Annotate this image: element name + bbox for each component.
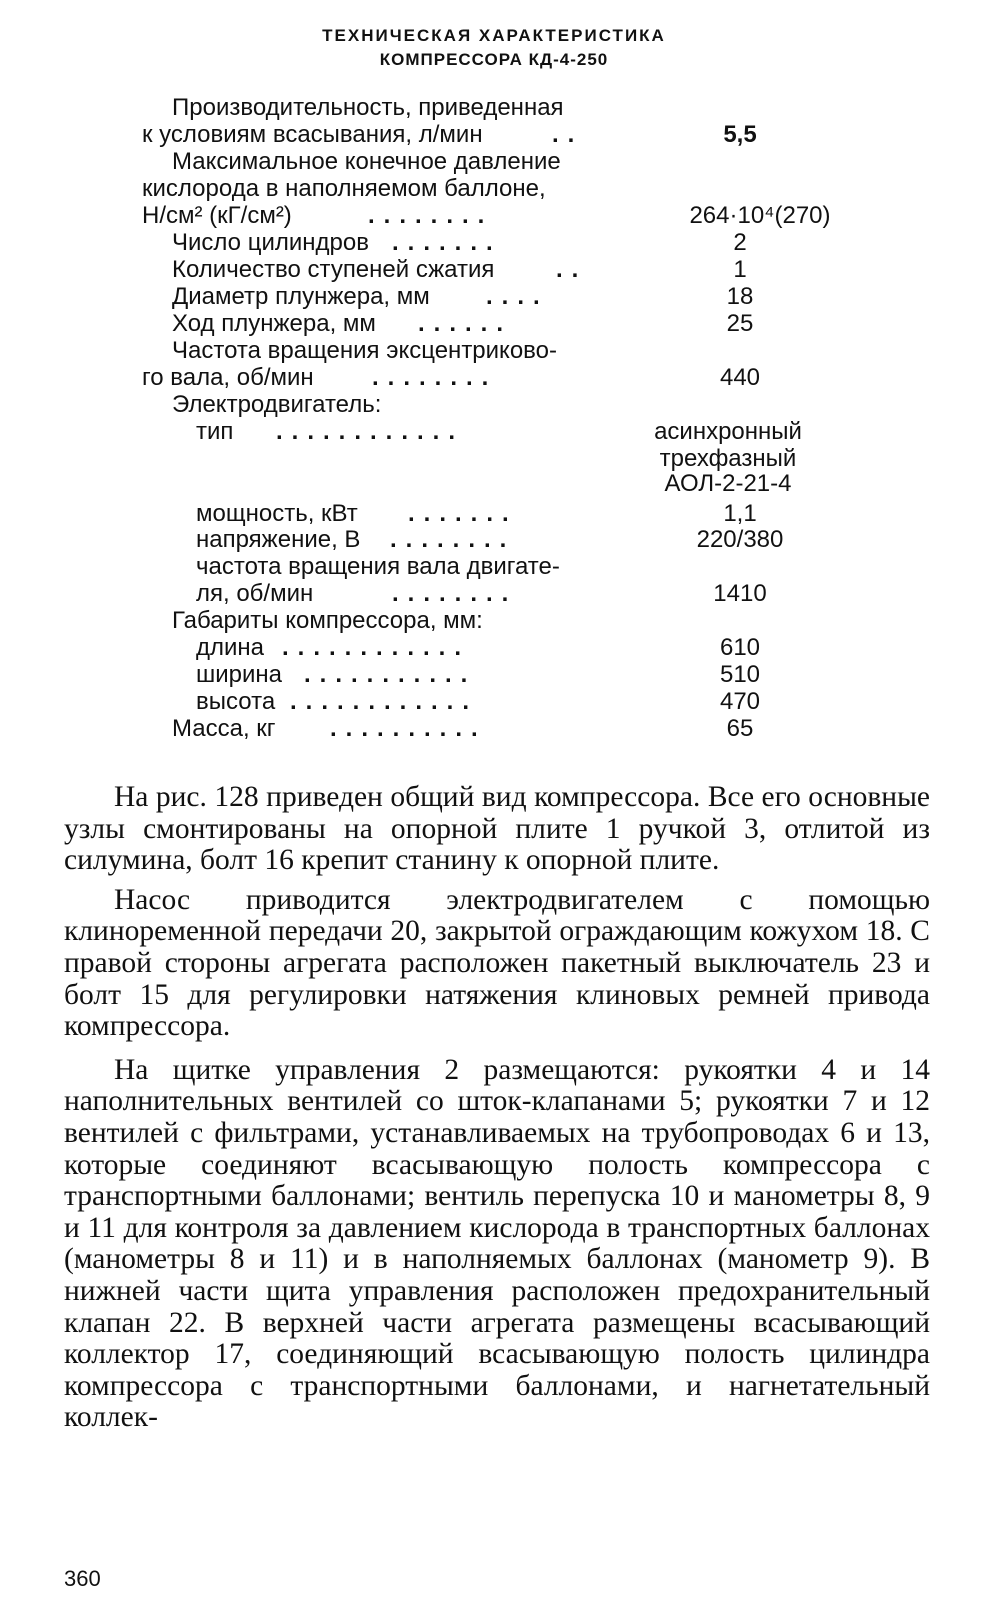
paragraph: Насос приводится электродвигателем с помощью клиноременной передачи 20, закрытой ограждающим кожухом 18. С правой стороны агрегата расположен пакетный выключатель 23 и болт 15 для регулировки натяжения клиновых ремней привода компрессора. — [64, 883, 930, 1043]
spec-title-line2: КОМПРЕССОРА КД-4-250 — [379, 50, 609, 69]
leader-dots: ........ — [392, 580, 518, 607]
spec-value: 220/380 — [696, 526, 784, 553]
leader-dots: ........ — [372, 364, 498, 391]
spec-value: 25 — [726, 310, 754, 337]
spec-value: 510 — [719, 661, 761, 688]
spec-label: Частота вращения эксцентриково- — [172, 337, 557, 364]
spec-value: 440 — [719, 364, 761, 391]
spec-value: 5,5 — [723, 121, 757, 148]
spec-label: ля, об/мин — [196, 580, 314, 607]
leader-dots: ........ — [390, 526, 516, 553]
spec-value: 18 — [726, 283, 754, 310]
spec-value: трехфазный — [659, 445, 797, 472]
spec-value: 2 — [733, 229, 747, 256]
spec-label: Производительность, приведенная — [172, 94, 564, 121]
spec-value: АОЛ-2-21-4 — [664, 470, 792, 497]
spec-label: длина — [196, 634, 265, 661]
spec-label: Диаметр плунжера, мм — [172, 283, 430, 310]
spec-label: Максимальное конечное давление — [172, 148, 561, 175]
spec-label: Число цилиндров — [172, 229, 369, 256]
spec-value: 264·10⁴(270) — [689, 202, 831, 229]
paragraph: На щитке управления 2 размещаются: рукоятки 4 и 14 наполнительных вентилей со шток-клапанами 5; рукоятки 7 и 12 вентилей с фильтрами, устанавливаемых на трубопроводах 6 и 13, которые соединяют всасывающую полость компрессора с транспортными баллонами; вентиль перепуска 10 и манометры 8, 9 и 11 для контроля за давлением кислорода в транспортных баллонах (манометры 8 и 11) и в наполняемых баллонах (манометр 9). В нижней части щита управления расположен предохранительный клапан 22. В верхней части агрегата размещены всасывающий коллектор 17, соединяющий всасывающую полость цилиндра компрессора с транспортными баллонами, и нагнетательный коллек- — [64, 1053, 930, 1434]
spec-label: Ход плунжера, мм — [172, 310, 376, 337]
leader-dots: .......... — [330, 715, 487, 742]
spec-label: частота вращения вала двигате- — [196, 553, 560, 580]
leader-dots: .... — [486, 283, 549, 310]
paragraph: На рис. 128 приведен общий вид компрессора. Все его основные узлы смонтированы на опорной плите 1 ручкой 3, отлитой из силумина, болт 16 крепит станину к опорной плите. — [64, 781, 930, 877]
spec-label: ширина — [196, 661, 283, 688]
spec-label: мощность, кВт — [196, 500, 358, 527]
leader-dots: ....... — [408, 500, 518, 527]
spec-value: 610 — [719, 634, 761, 661]
leader-dots: ............ — [282, 634, 471, 661]
leader-dots: ............ — [276, 418, 465, 445]
spec-value: 1,1 — [723, 500, 757, 527]
leader-dots: ...... — [418, 310, 513, 337]
leader-dots: .. — [556, 256, 588, 283]
leader-dots: .. — [552, 121, 584, 148]
spec-label: к условиям всасывания, л/мин — [142, 121, 483, 148]
body-text — [64, 782, 930, 1446]
leader-dots: ............ — [290, 688, 479, 715]
spec-label: Н/см² (кГ/см²) — [142, 202, 292, 229]
spec-value: 65 — [726, 715, 754, 742]
spec-label: высота — [196, 688, 276, 715]
spec-label: кислорода в наполняемом баллоне, — [142, 175, 546, 202]
spec-section-heading: Габариты компрессора, мм: — [172, 607, 483, 634]
spec-title-line1: ТЕХНИЧЕСКАЯ ХАРАКТЕРИСТИКА — [322, 26, 666, 45]
spec-value: 470 — [719, 688, 761, 715]
leader-dots: ........... — [304, 661, 477, 688]
spec-label: Количество ступеней сжатия — [172, 256, 495, 283]
spec-value: асинхронный — [654, 418, 802, 445]
spec-section-heading: Электродвигатель: — [172, 391, 382, 418]
spec-value: 1410 — [713, 580, 767, 607]
spec-label: го вала, об/мин — [142, 364, 314, 391]
leader-dots: ....... — [392, 229, 502, 256]
leader-dots: ........ — [368, 202, 494, 229]
spec-value: 1 — [733, 256, 747, 283]
spec-label: напряжение, В — [196, 526, 361, 553]
page-number: 360 — [64, 1566, 101, 1591]
spec-label: Масса, кг — [172, 715, 276, 742]
spec-label: тип — [196, 418, 234, 445]
